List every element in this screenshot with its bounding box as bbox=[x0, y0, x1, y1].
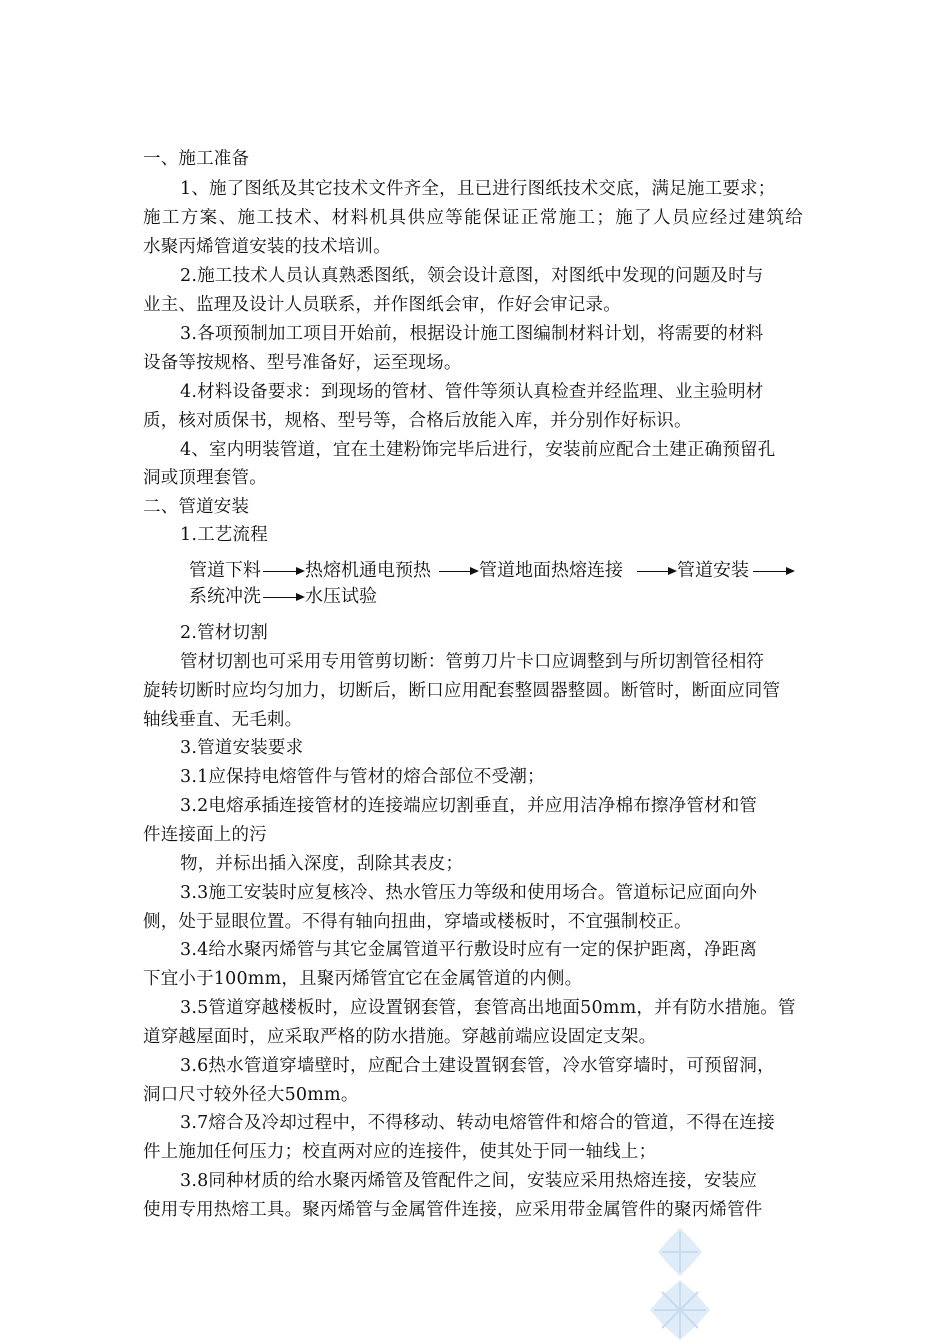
paragraph-line: 3.2电熔承插连接管材的连接端应切割垂直，并应用洁净棉布擦净管材和管 bbox=[180, 796, 758, 816]
paragraph-line: 管材切割也可采用专用管剪切断：管剪刀片卡口应调整到与所切割管径相符 bbox=[180, 652, 765, 672]
paragraph-line: 3.4给水聚丙烯管与其它金属管道平行敷设时应有一定的保护距离，净距离 bbox=[180, 940, 758, 960]
flow-step: 管道下料 bbox=[189, 560, 261, 581]
flow-step: 系统冲洗 bbox=[189, 586, 261, 607]
subheading-pipe-cutting: 2.管材切割 bbox=[180, 623, 268, 643]
paragraph-line: 轴线垂直、无毛刺。 bbox=[143, 710, 303, 730]
flow-arrow bbox=[263, 571, 303, 572]
paragraph-line: 侧，处于显眼位置。不得有轴向扭曲，穿墙或楼板时，不宜强制校正。 bbox=[143, 912, 692, 932]
paragraph-line: 3.6热水管道穿墙壁时，应配合土建设置钢套管，冷水管穿墙时，可预留洞， bbox=[180, 1056, 775, 1076]
flow-arrow bbox=[439, 571, 477, 572]
paragraph-line: 3.8同种材质的给水聚丙烯管及管配件之间，安装应采用热熔连接，安装应 bbox=[180, 1171, 758, 1191]
paragraph-line: 1、施了图纸及其它技术文件齐全，且已进行图纸技术交底，满足施工要求； bbox=[180, 179, 776, 199]
paragraph-line: 件连接面上的污 bbox=[143, 825, 267, 845]
paragraph-line: 水聚丙烯管道安装的技术培训。 bbox=[143, 237, 391, 257]
flow-step: 热熔机通电预热 bbox=[305, 560, 431, 581]
paragraph-line: 物，并标出插入深度，刮除其表皮； bbox=[180, 854, 464, 874]
flow-step: 管道地面热熔连接 bbox=[479, 560, 623, 581]
paragraph-line: 4、室内明装管道，宜在土建粉饰完毕后进行，安装前应配合土建正确预留孔 bbox=[180, 440, 776, 460]
paragraph-line: 洞口尺寸较外径大50mm。 bbox=[143, 1085, 359, 1105]
section-heading-pipe-installation: 二、管道安装 bbox=[143, 497, 250, 517]
paragraph-line: 旋转切断时应均匀加力，切断后，断口应用配套整圆器整圆。断管时，断面应同管 bbox=[143, 681, 781, 701]
subheading-install-requirements: 3.管道安装要求 bbox=[180, 738, 304, 758]
paragraph-line: 使用专用热熔工具。聚丙烯管与金属管件连接，应采用带金属管件的聚丙烯管件 bbox=[143, 1200, 763, 1220]
paragraph-line: 3.5管道穿越楼板时，应设置钢套管，套管高出地面50mm，并有防水措施。管 bbox=[180, 998, 796, 1018]
flow-arrow bbox=[263, 597, 303, 598]
paragraph-line: 设备等按规格、型号准备好，运至现场。 bbox=[143, 353, 462, 373]
paragraph-line: 2.施工技术人员认真熟悉图纸，领会设计意图，对图纸中发现的问题及时与 bbox=[180, 266, 764, 286]
flow-arrow bbox=[753, 571, 793, 572]
section-heading-preparation: 一、施工准备 bbox=[143, 149, 250, 169]
paragraph-line: 施工方案、施工技术、材料机具供应等能保证正常施工；施了人员应经过建筑给 bbox=[143, 208, 803, 228]
flow-arrow bbox=[637, 571, 675, 572]
paragraph-line: 3.7熔合及冷却过程中，不得移动、转动电熔管件和熔合的管道，不得在连接 bbox=[180, 1113, 775, 1133]
flow-step: 管道安装 bbox=[677, 560, 749, 581]
paragraph-line: 4.材料设备要求：到现场的管材、管件等须认真检查并经监理、业主验明材 bbox=[180, 382, 764, 402]
process-flowchart bbox=[143, 552, 843, 612]
flow-step: 水压试验 bbox=[305, 586, 377, 607]
paragraph-line: 3.各项预制加工项目开始前，根据设计施工图编制材料计划，将需要的材料 bbox=[180, 324, 764, 344]
subheading-process-flow: 1.工艺流程 bbox=[180, 525, 268, 545]
paragraph-line: 质，核对质保书，规格、型号等，合格后放能入库，并分别作好标识。 bbox=[143, 411, 692, 431]
paragraph-line: 业主、监理及设计人员联系，并作图纸会审，作好会审记录。 bbox=[143, 295, 621, 315]
snowflake-watermark-icon bbox=[640, 1210, 720, 1344]
paragraph-line: 洞或顶理套管。 bbox=[143, 468, 267, 488]
paragraph-line: 3.3施工安装时应复核冷、热水管压力等级和使用场合。管道标记应面向外 bbox=[180, 883, 758, 903]
paragraph-line: 道穿越屋面时，应采取严格的防水措施。穿越前端应设固定支架。 bbox=[143, 1027, 657, 1047]
paragraph-line: 3.1应保持电熔管件与管材的熔合部位不受潮； bbox=[180, 767, 545, 787]
paragraph-line: 下宜小于100mm，且聚丙烯管宜它在金属管道的内侧。 bbox=[143, 969, 583, 989]
paragraph-line: 件上施加任何压力；校直两对应的连接件，使其处于同一轴线上； bbox=[143, 1142, 657, 1162]
